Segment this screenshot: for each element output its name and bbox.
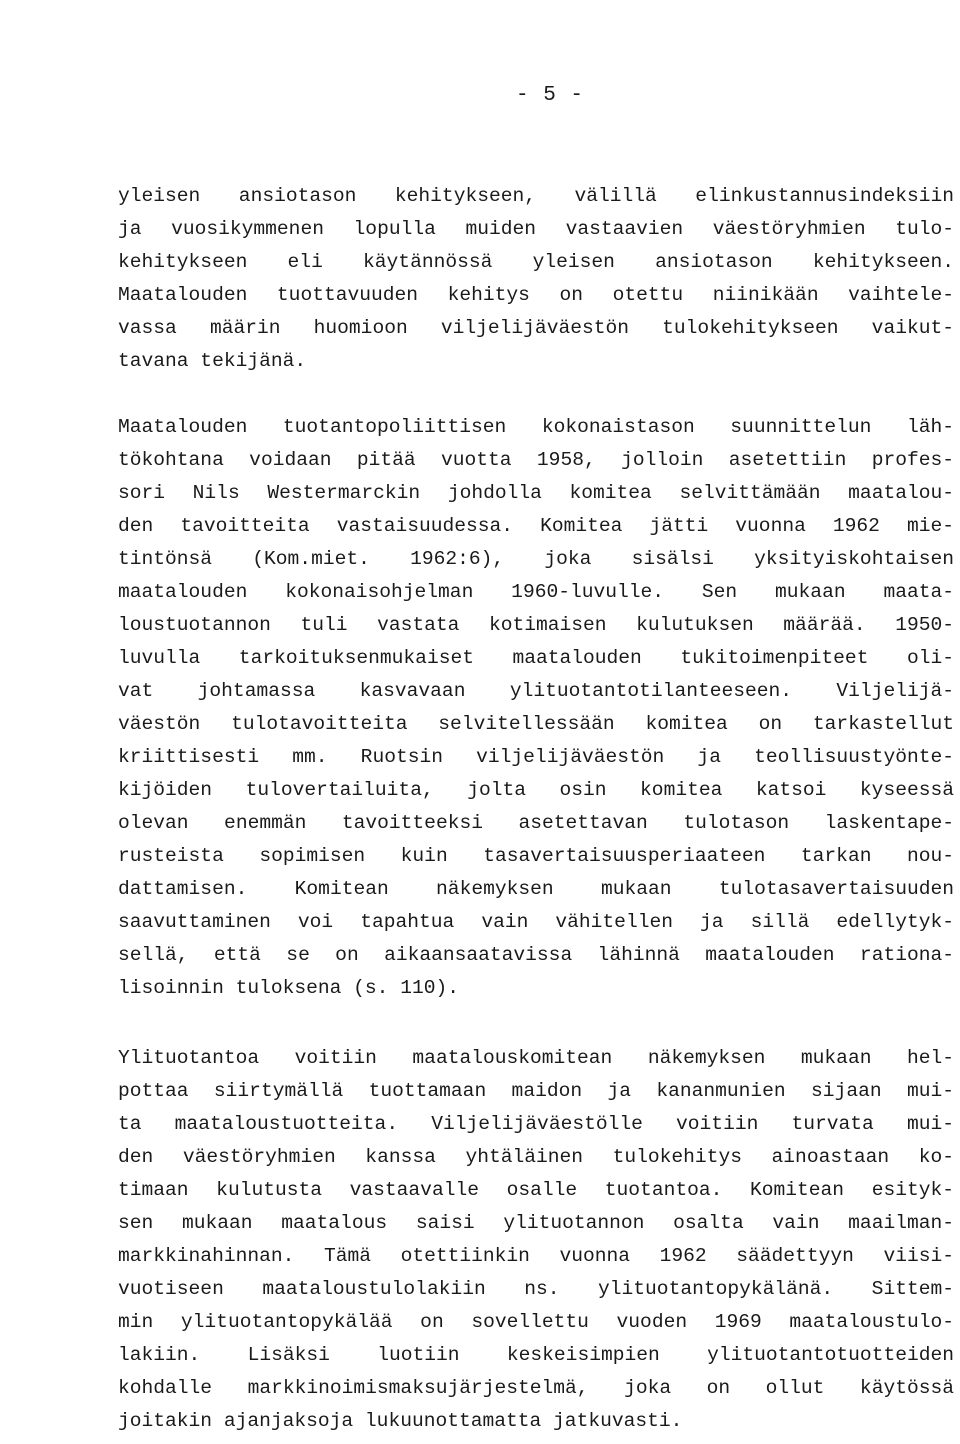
text-line: dattamisen. Komitean näkemyksen mukaan tulotasavertaisuuden bbox=[118, 878, 954, 900]
text-line: Maatalouden tuottavuuden kehitys on otettu niinikään vaihtele- bbox=[118, 284, 954, 306]
text-line: maatalouden kokonaisohjelman 1960-luvulle. Sen mukaan maata- bbox=[118, 581, 954, 603]
text-line: vassa määrin huomioon viljelijäväestön tulokehitykseen vaikut- bbox=[118, 317, 954, 339]
text-line: olevan enemmän tavoitteeksi asetettavan tulotason laskentape- bbox=[118, 812, 954, 834]
text-line: ja vuosikymmenen lopulla muiden vastaavien väestöryhmien tulo- bbox=[118, 218, 954, 240]
text-line: sen mukaan maatalous saisi ylituotannon osalta vain maailman- bbox=[118, 1212, 954, 1234]
paragraph-2 bbox=[118, 411, 958, 1005]
text-line: tavana tekijänä. bbox=[118, 350, 307, 372]
text-line: Maatalouden tuotantopoliittisen kokonaistason suunnittelun läh- bbox=[118, 416, 954, 438]
text-line: vuotiseen maataloustulolakiin ns. ylituotantopykälänä. Sittem- bbox=[118, 1278, 954, 1300]
paragraph-3 bbox=[118, 1042, 958, 1438]
text-line: tökohtana voidaan pitää vuotta 1958, jolloin asetettiin profes- bbox=[118, 449, 954, 471]
text-line: markkinahinnan. Tämä otettiinkin vuonna 1962 säädettyyn viisi- bbox=[118, 1245, 954, 1267]
text-line: Ylituotantoa voitiin maatalouskomitean näkemyksen mukaan hel- bbox=[118, 1047, 954, 1069]
text-line: timaan kulutusta vastaavalle osalle tuotantoa. Komitean esityk- bbox=[118, 1179, 954, 1201]
paragraph-1 bbox=[118, 180, 958, 378]
text-line: sori Nils Westermarckin johdolla komitea selvittämään maatalou- bbox=[118, 482, 954, 504]
text-line: sellä, että se on aikaansaatavissa lähinnä maatalouden rationa- bbox=[118, 944, 954, 966]
text-line: lakiin. Lisäksi luotiin keskeisimpien ylituotantotuotteiden bbox=[118, 1344, 954, 1366]
page-number: - 5 - bbox=[515, 84, 584, 107]
text-line: kriittisesti mm. Ruotsin viljelijäväestön ja teollisuustyönte- bbox=[118, 746, 954, 768]
text-line: pottaa siirtymällä tuottamaan maidon ja kananmunien sijaan mui- bbox=[118, 1080, 954, 1102]
text-line: saavuttaminen voi tapahtua vain vähitellen ja sillä edellytyk- bbox=[118, 911, 954, 933]
text-line: ta maataloustuotteita. Viljelijäväestölle voitiin turvata mui- bbox=[118, 1113, 954, 1135]
text-line: luvulla tarkoituksenmukaiset maatalouden tukitoimenpiteet oli- bbox=[118, 647, 954, 669]
text-line: tintönsä (Kom.miet. 1962:6), joka sisälsi yksityiskohtaisen bbox=[118, 548, 954, 570]
text-line: kehitykseen eli käytännössä yleisen ansiotason kehitykseen. bbox=[118, 251, 954, 273]
text-line: kohdalle markkinoimismaksujärjestelmä, joka on ollut käytössä bbox=[118, 1377, 954, 1399]
text-line: den tavoitteita vastaisuudessa. Komitea jätti vuonna 1962 mie- bbox=[118, 515, 954, 537]
text-line: rusteista sopimisen kuin tasavertaisuusperiaateen tarkan nou- bbox=[118, 845, 954, 867]
text-line: yleisen ansiotason kehitykseen, välillä elinkustannusindeksiin bbox=[118, 185, 954, 207]
text-line: väestön tulotavoitteita selvitellessään komitea on tarkastellut bbox=[118, 713, 954, 735]
text-line: kijöiden tulovertailuita, jolta osin komitea katsoi kyseessä bbox=[118, 779, 954, 801]
text-line: lisoinnin tuloksena (s. 110). bbox=[118, 977, 459, 999]
text-line: min ylituotantopykälää on sovellettu vuoden 1969 maataloustulo- bbox=[118, 1311, 954, 1333]
text-line: loustuotannon tuli vastata kotimaisen kulutuksen määrää. 1950- bbox=[118, 614, 954, 636]
text-line: den väestöryhmien kanssa yhtäläinen tulokehitys ainoastaan ko- bbox=[118, 1146, 954, 1168]
text-line: joitakin ajanjaksoja lukuunottamatta jatkuvasti. bbox=[118, 1410, 683, 1432]
text-line: vat johtamassa kasvavaan ylituotantotilanteeseen. Viljelijä- bbox=[118, 680, 954, 702]
